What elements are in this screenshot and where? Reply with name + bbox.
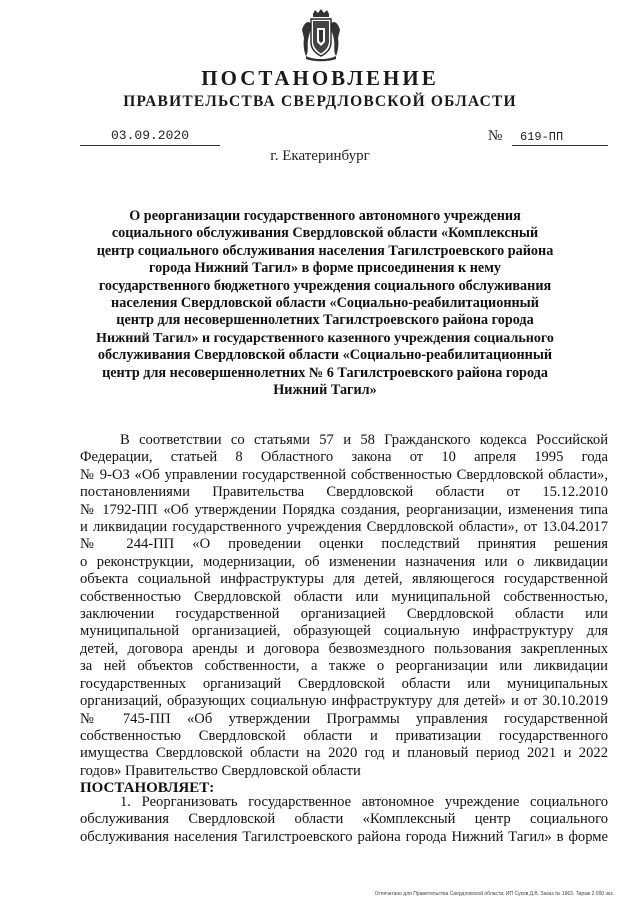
item-1-paragraph [80, 794, 608, 846]
item-line: 1. Реорганизовать государственное автономное учреждение социального [120, 794, 608, 810]
preamble-line: муниципальной организацией, образующей социальную инфраструктуру для [80, 623, 608, 640]
document-number: 619-ПП [520, 130, 564, 144]
preamble-line: собственностью Свердловской области и приватизации государственного [80, 727, 608, 744]
subject-line: социального обслуживания Свердловской области «Комплексный [111, 225, 539, 242]
preamble-line: государственных организаций Свердловской области или муниципальных [80, 675, 608, 692]
subject-line: обслуживания Свердловской области «Социально-реабилитационный [97, 347, 553, 364]
subject-line: населения Свердловской области «Социально-реабилитационный [111, 295, 539, 312]
issuer-title: ПРАВИТЕЛЬСТВА СВЕРДЛОВСКОЙ ОБЛАСТИ [123, 93, 517, 110]
preamble-line: № 1792-ПП «Об утверждении Порядка создания, реорганизации, изменения типа [80, 501, 608, 518]
subject-line: государственного бюджетного учреждения социального обслуживания [98, 277, 552, 294]
preamble-line: имущества Свердловской области на 2020 год и плановый период 2021 и 2022 [80, 745, 608, 762]
number-label: № [488, 128, 503, 144]
preamble-line: Федерации, статьей 8 Областного закона от 10 апреля 1995 года [80, 449, 608, 466]
coat-of-arms-icon [300, 8, 342, 62]
preamble-line: № 9-ОЗ «Об управлении государственной собственностью Свердловской области», [80, 466, 608, 483]
decree-word: ПОСТАНОВЛЯЕТ: [80, 780, 215, 797]
preamble-line: о реконструкции, модернизации, об изменении назначения или о ликвидации [80, 553, 608, 570]
preamble-line: постановлениями Правительства Свердловской области от 15.12.2010 [80, 484, 608, 501]
subject-line: Нижний Тагил» [273, 382, 377, 399]
subject-line: центр социального обслуживания населения Тагилстроевского района [96, 242, 554, 259]
document-date: 03.09.2020 [110, 128, 189, 143]
subject-line: О реорганизации государственного автономного учреждения [129, 208, 521, 224]
preamble-line: организаций, образующих социальную инфраструктуру для детей» и от 30.10.2019 [80, 693, 608, 710]
subject-line: центр для несовершеннолетних Тагилстроевского района города [116, 312, 534, 329]
document-subject [96, 208, 554, 399]
document-type-title: ПОСТАНОВЛЕНИЕ [201, 66, 439, 90]
number-underline [512, 145, 608, 146]
subject-line: центр для несовершеннолетних № 6 Тагилстроевского района города [102, 364, 548, 381]
preamble-paragraph [80, 432, 608, 798]
preamble-line: объекта социальной инфраструктуры для детей, являющегося государственной [80, 571, 608, 588]
preamble-line: В соответствии со статьями 57 и 58 Гражданского кодекса Российской [120, 432, 608, 448]
preamble-line: и ликвидации государственного учреждения Свердловской области», от 13.04.2017 [80, 519, 608, 536]
print-imprint: Отпечатано для Правительства Свердловской области. ИП Суков Д.В. Заказ № 1963. Тираж 2 000 экз. [374, 891, 614, 897]
preamble-line: заключении государственной организацией Свердловской области или [80, 606, 608, 623]
item-line: обслуживания Свердловской области «Комплексный центр социального [80, 811, 608, 828]
preamble-line: № 745-ПП «Об утверждении Программы управления государственной [80, 710, 608, 727]
preamble-line: годов» Правительство Свердловской области [80, 762, 361, 779]
date-underline [80, 145, 220, 146]
preamble-line: детей, договора аренды и договора безвозмездного пользования закрепленных [80, 640, 608, 657]
subject-line: города Нижний Тагил» в форме присоединения к нему [149, 260, 501, 277]
preamble-line: № 244-ПП «О проведении оценки последствий принятия решения [80, 536, 608, 553]
subject-line: Нижний Тагил» и государственного казенного учреждения социального [96, 329, 554, 346]
preamble-line: за ней объектов собственности, а также о реорганизации или ликвидации [80, 658, 608, 675]
city-name: г. Екатеринбург [270, 148, 370, 164]
item-line: обслуживания населения Тагилстроевского района города Нижний Тагил» в форме [80, 828, 608, 845]
preamble-line: собственностью Свердловской области или муниципальной собственностью, [80, 588, 608, 605]
